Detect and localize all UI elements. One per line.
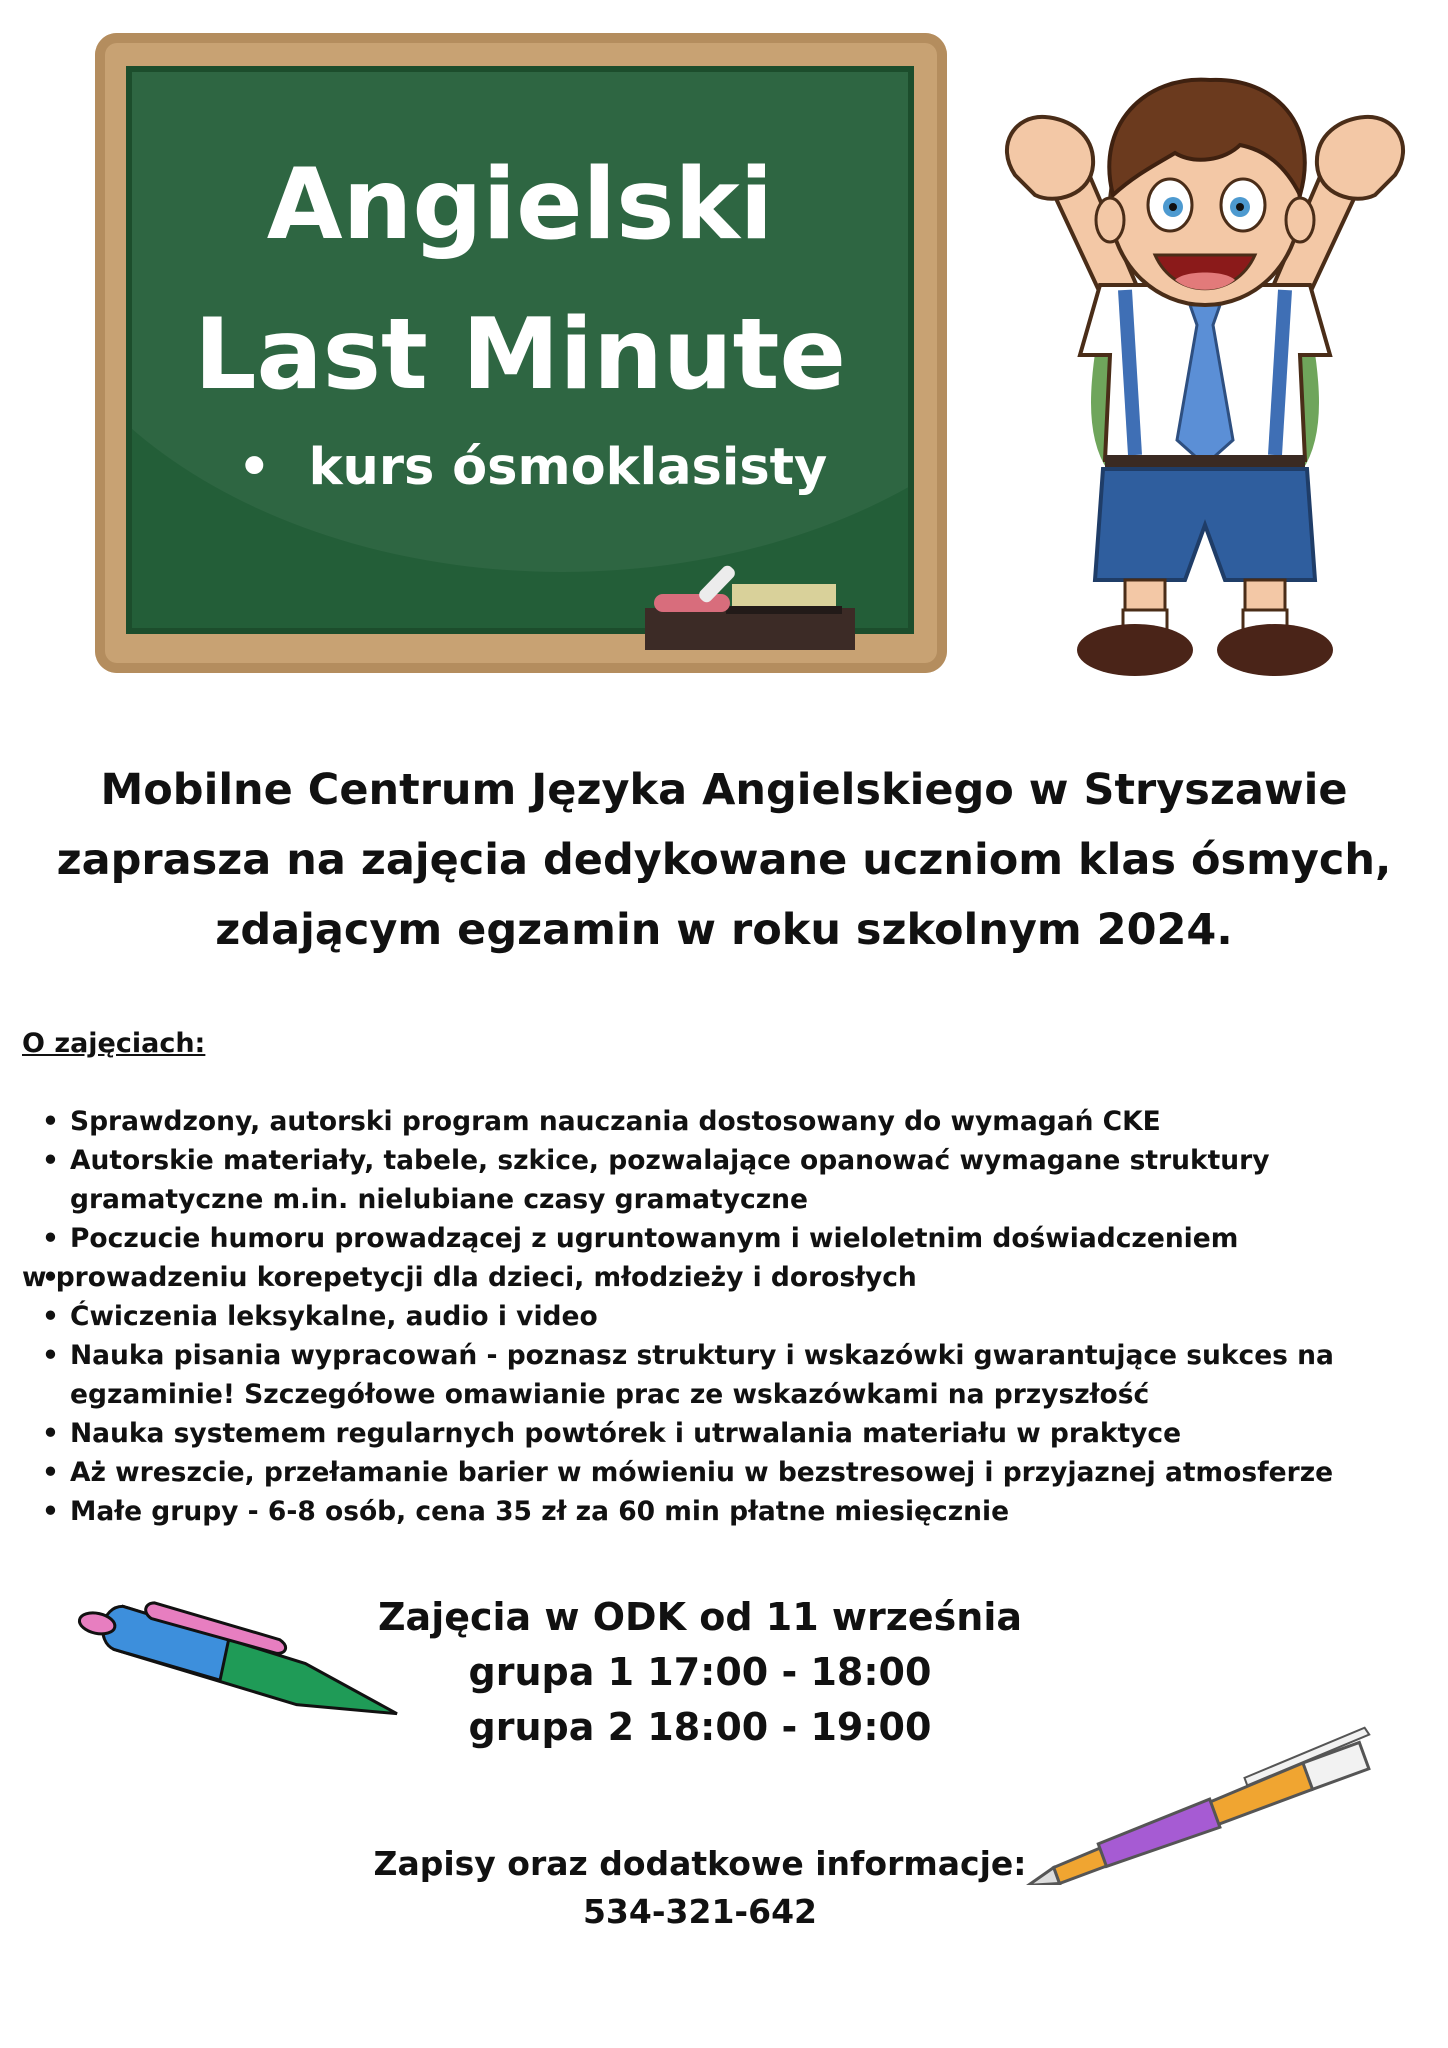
list-item: • Aż wreszcie, przełamanie barier w mówieniu w bezstresowej i przyjaznej atmosferze [22, 1453, 1402, 1492]
board-bullet: • [238, 438, 271, 497]
board-subtitle [238, 436, 827, 500]
schoolboy-illustration [975, 55, 1435, 685]
intro-line: Mobilne Centrum Języka Angielskiego w Stryszawie [100, 765, 1348, 815]
intro-text [20, 755, 1428, 965]
schedule-group-1: grupa 1 17:00 - 18:00 [468, 1650, 932, 1694]
pen-icon [75, 1595, 435, 1725]
schedule-group-2: grupa 2 18:00 - 19:00 [468, 1705, 932, 1749]
chalk-eraser-icon [640, 550, 860, 660]
contact-phone: 534-321-642 [582, 1892, 818, 1931]
list-item: • Sprawdzony, autorski program nauczania dostosowany do wymagań CKE [22, 1102, 1402, 1141]
intro-line: zaprasza na zajęcia dedykowane uczniom klas ósmych, [56, 835, 1392, 885]
contact-label: Zapisy oraz dodatkowe informacje: [373, 1844, 1027, 1883]
features-list [22, 1102, 1402, 1531]
schedule-start: Zajęcia w ODK od 11 września [378, 1595, 1022, 1639]
list-item: • Nauka systemem regularnych powtórek i utrwalania materiału w praktyce [22, 1414, 1402, 1453]
list-item: • Autorskie materiały, tabele, szkice, pozwalające opanować wymagane struktury gramatyczne m.in. nielubiane czasy gramatyczne [22, 1141, 1402, 1219]
about-heading: O zajęciach: [22, 1028, 206, 1059]
board-title-line1: Angielski [266, 148, 774, 262]
list-item-continuation: • w prowadzeniu korepetycji dla dzieci, młodzieży i dorosłych [22, 1258, 1402, 1297]
board-title-line2: Last Minute [194, 298, 846, 412]
contact [350, 1840, 1050, 1936]
board-subtitle-text: kurs ósmoklasisty [308, 438, 828, 497]
list-item: • Ćwiczenia leksykalne, audio i video [22, 1297, 1402, 1336]
intro-line: zdającym egzamin w roku szkolnym 2024. [215, 905, 1233, 955]
list-item: • Nauka pisania wypracowań - poznasz struktury i wskazówki gwarantujące sukces na egzaminie! Szczegółowe omawianie prac ze wskazówkami na przyszłość [22, 1336, 1402, 1414]
list-item: • Poczucie humoru prowadzącej z ugruntowanym i wieloletnim doświadczeniem [22, 1219, 1402, 1258]
list-item: • Małe grupy - 6-8 osób, cena 35 zł za 60 min płatne miesięcznie [22, 1492, 1402, 1531]
schedule [330, 1590, 1070, 1755]
pen-icon [1010, 1715, 1410, 1885]
